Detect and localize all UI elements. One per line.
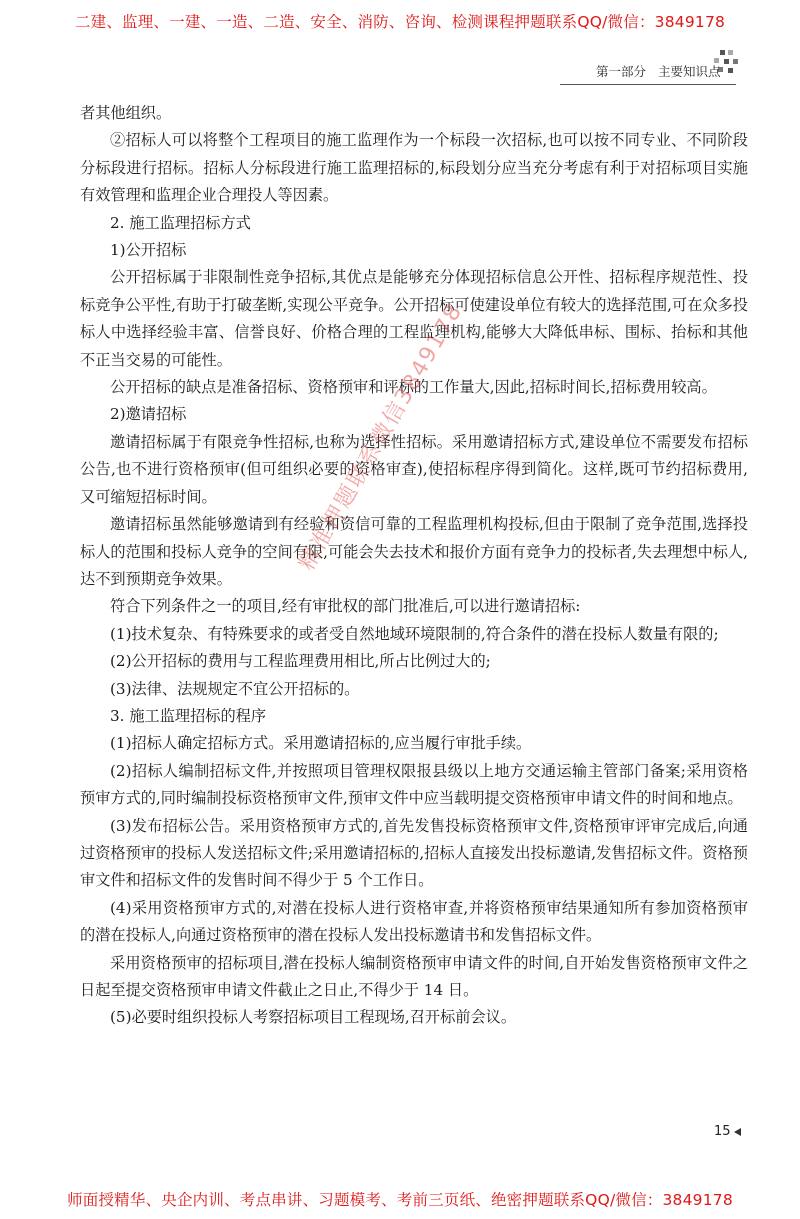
list-item-procedure-5: (5)必要时组织投标人考察招标项目工程现场,召开标前会议。 xyxy=(110,1008,517,1027)
header-section: 主要知识点 xyxy=(658,64,721,79)
heading-bidding-procedure: 3. 施工监理招标的程序 xyxy=(110,706,267,725)
paragraph-prequalification-period: 采用资格预审的招标项目,潜在投标人编制资格预审申请文件的时间,自开始发售资格预审文件之日起至提交资格预审申请文件截止之日止,不得少于 14 日。 xyxy=(80,953,748,999)
list-item-condition-1: (1)技术复杂、有特殊要求的或者受自然地域环境限制的,符合条件的潜在投标人数量有限的; xyxy=(110,624,719,643)
top-promo-banner: 二建、监理、一建、一造、二造、安全、消防、咨询、检测课程押题联系QQ/微信：3849178 xyxy=(74,13,726,31)
header-divider xyxy=(560,84,736,85)
list-item-procedure-3: (3)发布招标公告。采用资格预审方式的,首先发售投标资格预审文件,资格预审评审完成后,向通过资格预审的投标人发送招标文件;采用邀请招标的,招标人直接发出投标邀请,发售招标文件。资格预审文件和招标文件的发售时间不得少于 5 个工作日。 xyxy=(80,816,748,890)
paragraph-continuation: 者其他组织。 xyxy=(80,104,172,122)
subheading-open-bidding: 1)公开招标 xyxy=(110,241,187,260)
page-marker-icon xyxy=(733,1127,743,1137)
diagonal-watermark: 精准押题联系微信3849178 xyxy=(294,299,468,575)
subheading-invited-bidding: 2)邀请招标 xyxy=(110,405,187,424)
list-item-condition-2: (2)公开招标的费用与工程监理费用相比,所占比例过大的; xyxy=(110,652,491,671)
list-item-procedure-2: (2)招标人编制招标文件,并按照项目管理权限报县级以上地方交通运输主管部门备案;采用资格预审方式的,同时编制投标资格预审文件,预审文件中应当载明提交资格预审申请文件的时间和地点。 xyxy=(80,761,748,808)
paragraph-open-bidding-disadvantages: 公开招标的缺点是准备招标、资格预审和评标的工作量大,因此,招标时间长,招标费用较高。 xyxy=(110,378,717,397)
list-item-condition-3: (3)法律、法规规定不宜公开招标的。 xyxy=(110,679,360,698)
heading-bidding-methods: 2. 施工监理招标方式 xyxy=(110,213,251,232)
paragraph-segmented-bidding: ②招标人可以将整个工程项目的施工监理作为一个标段一次招标,也可以按不同专业、不同阶段分标段进行招标。招标人分标段进行施工监理招标的,标段划分应当充分考虑有利于对招标项目实施有效管理和监理企业合理投人等因素。 xyxy=(80,131,748,205)
list-item-procedure-4: (4)采用资格预审方式的,对潜在投标人进行资格审查,并将资格预审结果通知所有参加资格预审的潜在投标人,向通过资格预审的潜在投标人发出投标邀请书和发售招标文件。 xyxy=(80,898,748,945)
paragraph-invited-conditions-intro: 符合下列条件之一的项目,经有审批权的部门批准后,可以进行邀请招标: xyxy=(110,597,581,616)
paragraph-invited-bidding-limits: 邀请招标虽然能够邀请到有经验和资信可靠的工程监理机构投标,但由于限制了竞争范围,选择投标人的范围和投标人竞争的空间有限,可能会失去技术和报价方面有竞争力的投标者,失去理想中标人,达不到预期竞争效果。 xyxy=(80,515,748,588)
header-part: 第一部分 xyxy=(596,64,647,79)
paragraph-open-bidding-advantages: 公开招标属于非限制性竞争招标,其优点是能够充分体现招标信息公开性、招标程序规范性、投标竞争公平性,有助于打破垄断,实现公平竞争。公开招标可使建设单位有较大的选择范围,可在众多投标人中选择经验丰富、信誉良好、价格合理的工程监理机构,能够大大降低串标、围标、抬标和其他不正当交易的可能性。 xyxy=(80,268,748,369)
page-body xyxy=(80,100,748,1032)
bottom-promo-banner: 师面授精华、央企内训、考点串讲、习题模考、考前三页纸、绝密押题联系QQ/微信：3849178 xyxy=(67,1191,733,1209)
running-header xyxy=(596,62,721,80)
page-number: 15 xyxy=(714,1124,731,1139)
list-item-procedure-1: (1)招标人确定招标方式。采用邀请招标的,应当履行审批手续。 xyxy=(110,734,532,753)
paragraph-invited-bidding-definition: 邀请招标属于有限竞争性招标,也称为选择性招标。采用邀请招标方式,建设单位不需要发布招标公告,也不进行资格预审(但可组织必要的资格审查),使招标程序得到简化。这样,既可节约招标费用,又可缩短招标时间。 xyxy=(80,432,748,506)
